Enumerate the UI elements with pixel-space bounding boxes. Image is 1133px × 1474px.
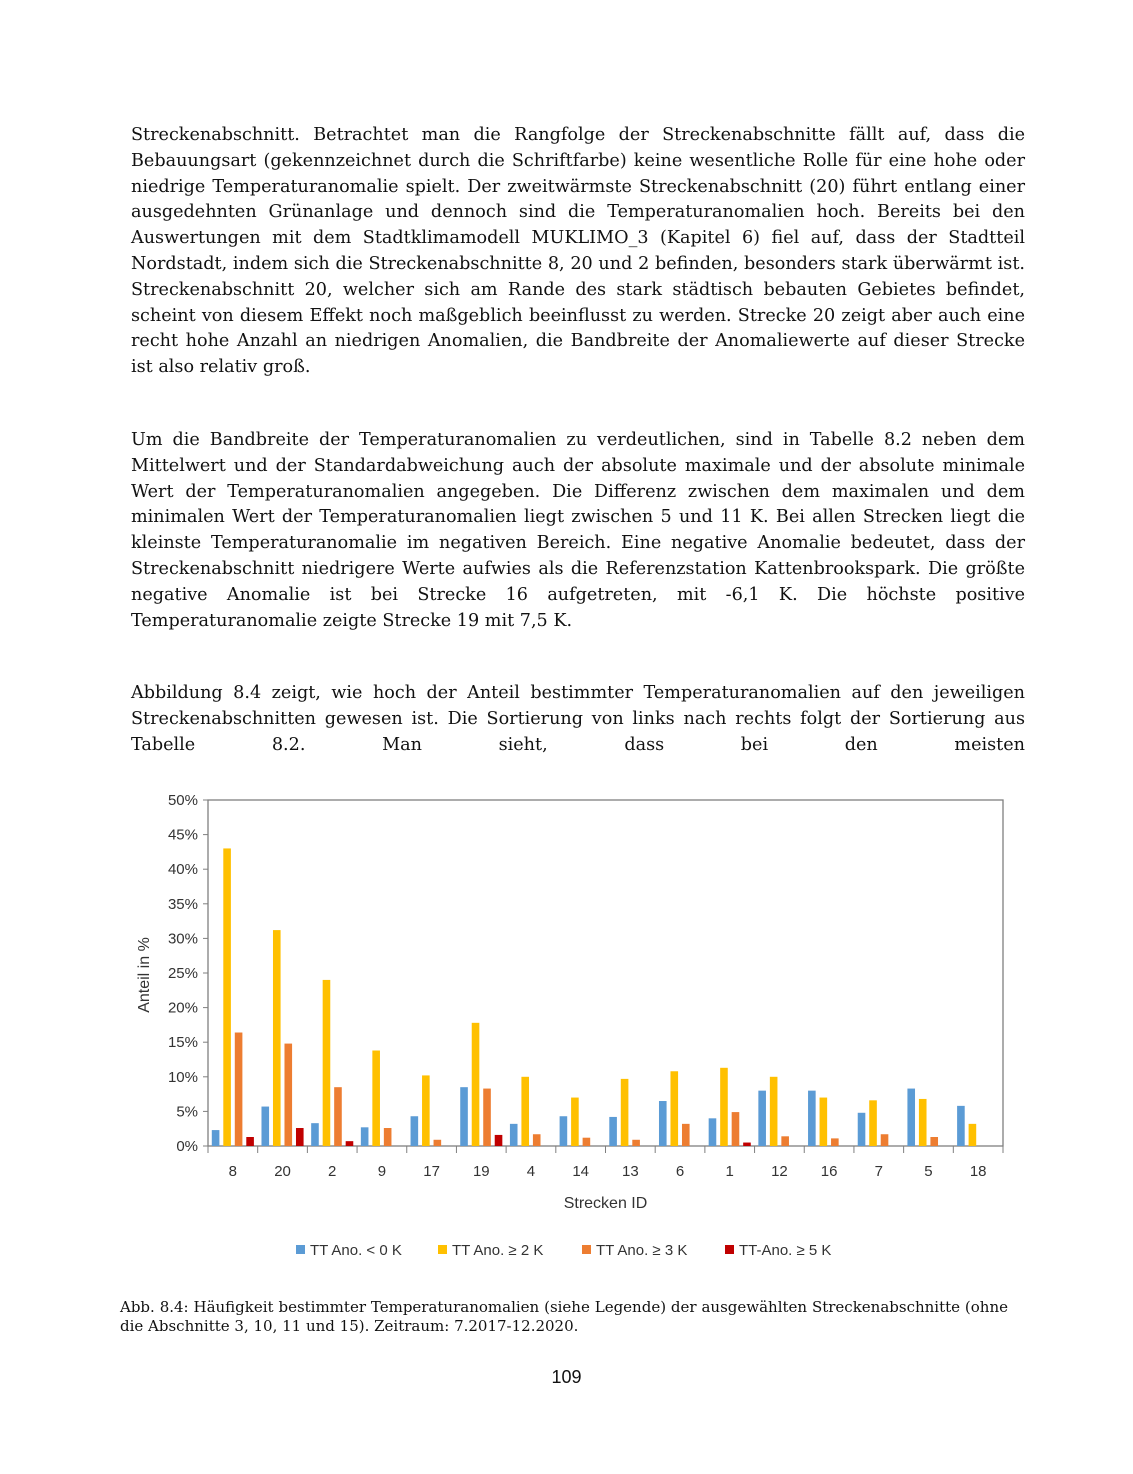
bar <box>858 1113 866 1146</box>
paragraph-3: Abbildung 8.4 zeigt, wie hoch der Anteil bestimmter Temperaturanomalien auf den jeweiligen Streckenabschnitten gewesen ist. Die Sortierung von links nach rechts folgt der Sortierung aus Tabelle 8.2. Man sieht, dass bei den meisten <box>131 683 1025 755</box>
x-tick-label: 6 <box>675 1163 685 1180</box>
bar <box>560 1116 568 1146</box>
legend-swatch <box>582 1245 591 1254</box>
bar <box>670 1071 678 1146</box>
bar <box>361 1127 369 1146</box>
bar <box>808 1091 816 1146</box>
bar <box>495 1135 503 1146</box>
x-tick-label: 2 <box>328 1163 337 1180</box>
x-tick-label: 13 <box>622 1163 639 1180</box>
bar <box>743 1143 751 1146</box>
x-tick-label: 7 <box>874 1163 883 1180</box>
bar <box>296 1128 304 1146</box>
bar <box>212 1130 220 1146</box>
bar <box>831 1138 839 1146</box>
x-tick-label: 14 <box>572 1163 589 1180</box>
anomaly-frequency-chart <box>120 785 1020 1275</box>
bar <box>323 980 331 1146</box>
x-tick-label: 17 <box>423 1163 440 1180</box>
y-tick-label: 20% <box>167 999 198 1017</box>
x-tick-label: 5 <box>924 1163 933 1180</box>
bar <box>682 1124 690 1146</box>
y-tick-label: 10% <box>167 1068 198 1086</box>
y-tick-label: 40% <box>167 861 198 879</box>
chart-marks <box>136 792 1003 1259</box>
legend-swatch <box>438 1245 447 1254</box>
bar <box>411 1116 419 1146</box>
legend-label: TT Ano. ≥ 3 K <box>596 1242 688 1259</box>
bar <box>434 1140 442 1146</box>
y-tick-label: 0% <box>176 1138 198 1155</box>
bar <box>583 1138 591 1146</box>
bar <box>235 1033 243 1146</box>
y-tick-label: 45% <box>167 826 198 844</box>
bar <box>869 1100 877 1146</box>
bar <box>334 1087 342 1146</box>
bar <box>372 1051 380 1146</box>
bar <box>720 1068 728 1146</box>
bar <box>284 1044 292 1146</box>
bar <box>246 1137 254 1146</box>
x-tick-label: 16 <box>820 1163 838 1180</box>
bar <box>609 1117 617 1146</box>
x-tick-label: 18 <box>969 1163 987 1180</box>
legend-label: TT Ano. < 0 K <box>310 1242 402 1259</box>
bar <box>820 1098 828 1146</box>
y-tick-label: 5% <box>176 1103 198 1121</box>
bar <box>919 1099 927 1146</box>
legend-swatch <box>725 1245 734 1254</box>
bar <box>659 1101 667 1146</box>
x-tick-label: 12 <box>771 1163 788 1180</box>
legend-swatch <box>296 1245 305 1254</box>
y-tick-label: 30% <box>167 930 198 948</box>
bar <box>957 1106 965 1146</box>
bar <box>881 1134 889 1146</box>
y-axis-title: Anteil in % <box>136 937 153 1013</box>
page-number: 109 <box>551 1367 582 1387</box>
bar <box>472 1023 480 1146</box>
bar <box>533 1134 541 1146</box>
bar <box>781 1136 789 1146</box>
bar <box>311 1123 319 1146</box>
paragraph-2: Um die Bandbreite der Temperaturanomalien zu verdeutlichen, sind in Tabelle 8.2 neben dem Mittelwert und der Standardabweichung auch der absolute maximale und der absolute minimale Wert der Temperaturanomalien angegeben. Die Differenz zwischen dem maximalen und dem minimalen Wert der Temperaturanomalien liegt zwischen 5 und 11 K. Bei allen Strecken liegt die kleinste Temperaturanomalie im negativen Bereich. Eine negative Anomalie bedeutet, dass der Streckenabschnitt niedrigere Werte aufwies als die Referenzstation Kattenbrookspark. Die größte negative Anomalie ist bei Strecke 16 aufgetreten, mit -6,1 K. Die höchste positive Temperaturanomalie zeigte Strecke 19 mit 7,5 K. <box>131 430 1025 631</box>
bar <box>422 1075 430 1146</box>
bar <box>521 1077 529 1146</box>
x-axis-title: Strecken ID <box>563 1195 648 1212</box>
bar <box>571 1098 579 1146</box>
legend-label: TT-Ano. ≥ 5 K <box>739 1242 832 1259</box>
y-tick-label: 50% <box>167 792 198 809</box>
bar <box>223 848 231 1146</box>
x-tick-label: 20 <box>274 1163 291 1180</box>
bar <box>907 1089 915 1146</box>
bar <box>758 1091 766 1146</box>
bar <box>632 1140 640 1146</box>
bar <box>732 1112 740 1146</box>
bar <box>346 1141 354 1146</box>
bar <box>770 1077 778 1146</box>
x-tick-label: 4 <box>526 1163 536 1180</box>
legend-label: TT Ano. ≥ 2 K <box>452 1242 544 1259</box>
paragraph-1: Streckenabschnitt. Betrachtet man die Rangfolge der Streckenabschnitte fällt auf, dass die Bebauungsart (gekennzeichnet durch die Schriftfarbe) keine wesentliche Rolle für eine hohe oder niedrige Temperaturanomalie spielt. Der zweitwärmste Streckenabschnitt (20) führt entlang einer ausgedehnten Grünanlage und dennoch sind die Temperaturanomalien hoch. Bereits bei den Auswertungen mit dem Stadtklimamodell MUKLIMO_3 (Kapitel 6) fiel auf, dass der Stadtteil Nordstadt, indem sich die Streckenabschnitte 8, 20 und 2 befinden, besonders stark überwärmt ist. Streckenabschnitt 20, welcher sich am Rande des stark städtisch bebauten Gebietes befindet, scheint von diesem Effekt noch maßgeblich beeinflusst zu werden. Strecke 20 zeigt aber auch eine recht hohe Anzahl an niedrigen Anomalien, die Bandbreite der Anomaliewerte auf dieser Strecke ist also relativ groß. <box>131 125 1025 378</box>
bar <box>969 1124 977 1146</box>
bar <box>261 1107 269 1146</box>
figure-caption: Abb. 8.4: Häufigkeit bestimmter Temperaturanomalien (siehe Legende) der ausgewählten Streckenabschnitte (ohne die Abschnitte 3, 10, 11 und 15). Zeitraum: 7.2017-12.2020. <box>120 1298 1008 1335</box>
x-tick-label: 8 <box>228 1163 238 1180</box>
bar <box>709 1118 717 1146</box>
bar <box>930 1137 938 1146</box>
bar <box>384 1128 392 1146</box>
y-tick-label: 25% <box>167 965 198 982</box>
bar <box>273 930 281 1146</box>
bar <box>483 1089 491 1146</box>
bar <box>510 1124 518 1146</box>
y-tick-label: 15% <box>167 1034 198 1052</box>
y-tick-label: 35% <box>167 895 198 913</box>
bar <box>621 1079 629 1146</box>
x-tick-label: 19 <box>472 1163 490 1180</box>
x-tick-label: 1 <box>725 1163 734 1180</box>
bar <box>460 1087 468 1146</box>
x-tick-label: 9 <box>377 1163 387 1180</box>
